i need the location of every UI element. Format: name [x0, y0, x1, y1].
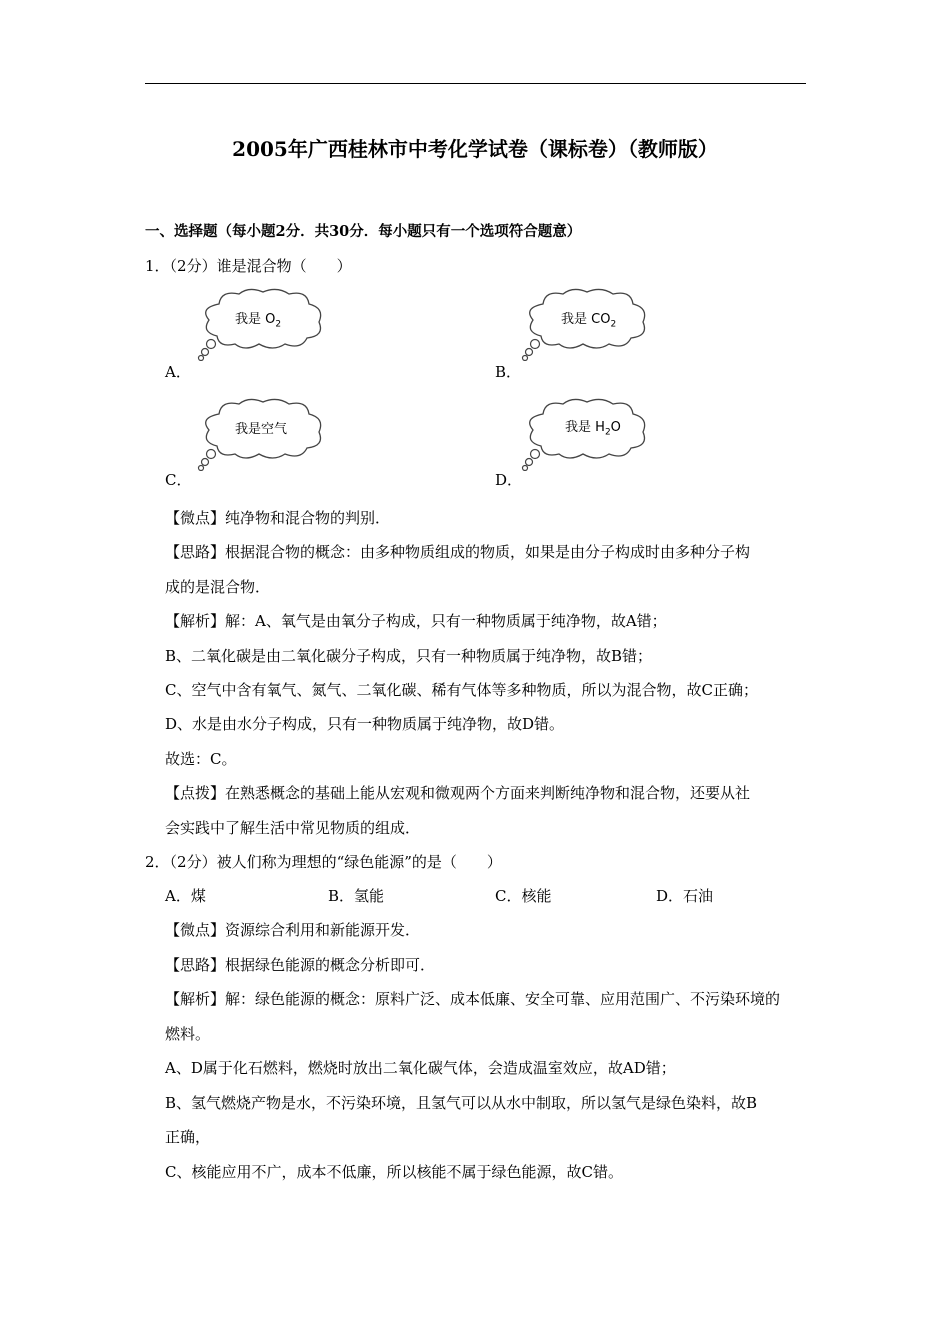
q1-dianbo-line1: 【点拨】在熟悉概念的基础上能从宏观和微观两个方面来判断纯净物和混合物，还要从社 — [165, 784, 751, 802]
bubble-d-text: 我是 $H_2O$ — [565, 420, 621, 438]
q1-option-d: D． — [495, 471, 523, 489]
q2-stem: 2．（2分）被人们称为理想的“绿色能源”的是（ ） — [145, 853, 502, 871]
bubble-a-text: 我是 $O_2$ — [235, 312, 282, 330]
q2-jiexi-line1: 【解析】解：绿色能源的概念：原料广泛、成本低廉、安全可靠、应用范围广、不污染环境的 — [165, 990, 781, 1008]
q1-option-a: A． — [165, 363, 191, 381]
q2-jiexi-line3: A、D属于化石燃料，燃烧时放出二氧化碳气体，会造成温室效应，故AD错； — [165, 1059, 676, 1077]
q1-option-c: C． — [165, 471, 192, 489]
q1-option-b: B． — [495, 363, 522, 381]
bubble-b-text: 我是 $CO_2$ — [561, 312, 617, 330]
section-heading: 一、选择题（每小题2分．共30分．每小题只有一个选项符合题意） — [145, 223, 582, 240]
thought-bubble-a — [197, 286, 327, 361]
q2-option-c: C．核能 — [495, 887, 552, 905]
q1-answer: 故选：C。 — [165, 750, 237, 768]
q2-silu: 【思路】根据绿色能源的概念分析即可． — [165, 956, 436, 974]
q2-weidian: 【微点】资源综合利用和新能源开发． — [165, 921, 421, 939]
q2-jiexi-line2: 燃料。 — [165, 1025, 211, 1043]
thought-bubble-b — [521, 286, 651, 361]
q1-jiexi-line3: C、空气中含有氧气、氮气、二氧化碳、稀有气体等多种物质，所以为混合物，故C正确； — [165, 681, 758, 699]
q2-option-d: D．石油 — [656, 887, 714, 905]
thought-bubble-d — [521, 396, 651, 471]
q2-jiexi-line5: 正确， — [165, 1128, 211, 1146]
q2-option-b: B．氢能 — [328, 887, 385, 905]
q2-jiexi-line6: C、核能应用不广，成本不低廉，所以核能不属于绿色能源，故C错。 — [165, 1163, 623, 1181]
q1-silu-line2: 成的是混合物． — [165, 578, 271, 596]
q1-silu-line1: 【思路】根据混合物的概念：由多种物质组成的物质，如果是由分子构成时由多种分子构 — [165, 543, 751, 561]
q1-jiexi-line4: D、水是由水分子构成，只有一种物质属于纯净物，故D错。 — [165, 715, 565, 733]
bubble-c-text: 我是空气 — [235, 422, 288, 437]
q1-weidian: 【微点】纯净物和混合物的判别． — [165, 509, 391, 527]
q1-dianbo-line2: 会实践中了解生活中常见物质的组成． — [165, 819, 421, 837]
q2-jiexi-line4: B、氢气燃烧产物是水，不污染环境，且氢气可以从水中制取，所以氢气是绿色染料，故B — [165, 1094, 758, 1112]
q2-option-a: A．煤 — [165, 887, 206, 905]
q1-jiexi-line2: B、二氧化碳是由二氧化碳分子构成，只有一种物质属于纯净物，故B错； — [165, 647, 653, 665]
thought-bubble-c — [197, 396, 327, 471]
q1-stem: 1．（2分）谁是混合物（ ） — [145, 257, 352, 275]
header-rule — [145, 83, 806, 84]
q1-jiexi-line1: 【解析】解：A、氧气是由氧分子构成，只有一种物质属于纯净物，故A错； — [165, 612, 667, 630]
page-title: 2005年广西桂林市中考化学试卷（课标卷）（教师版） — [232, 137, 718, 161]
